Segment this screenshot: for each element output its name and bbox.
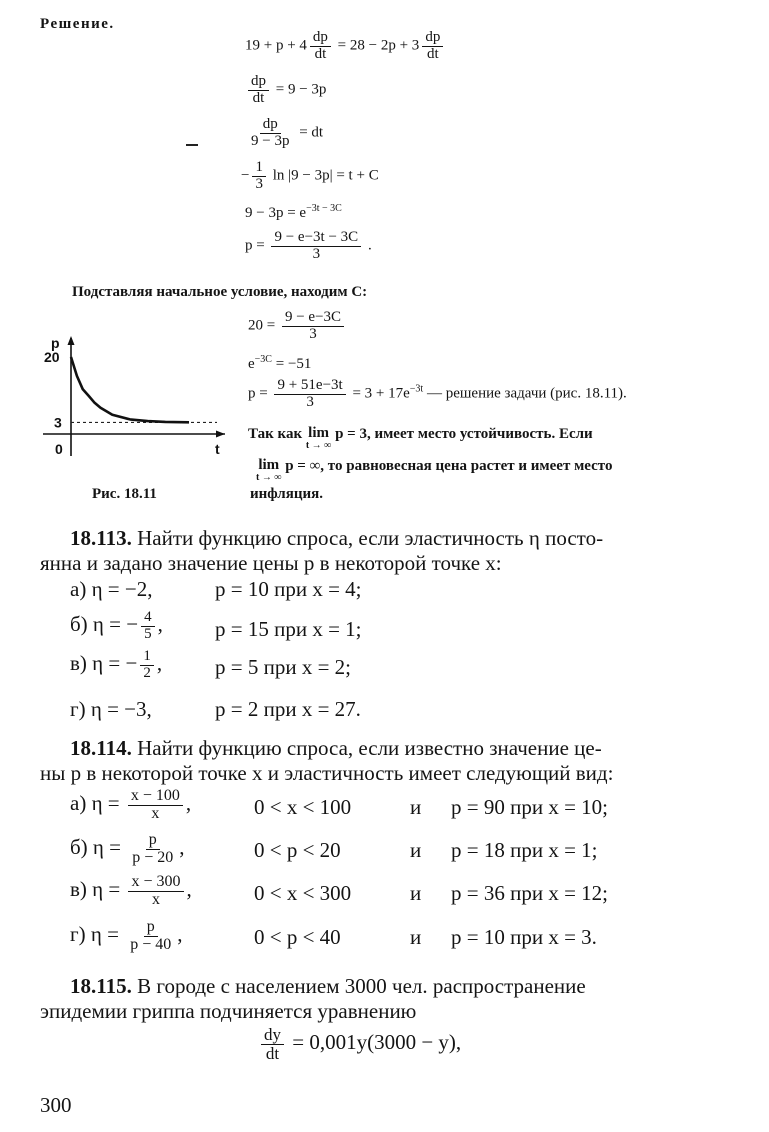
eq7-frac-num: 9 − e−3C xyxy=(282,310,344,327)
figure-caption: Рис. 18.11 xyxy=(92,486,157,502)
equation-2 xyxy=(245,74,326,107)
problem-114-text-1: Найти функцию спроса, если известно значение це- xyxy=(131,736,602,760)
eq7-frac-den: 3 xyxy=(309,325,317,342)
eq3-tail: = dt xyxy=(295,124,324,141)
problem-113-c-den: 2 xyxy=(143,664,151,681)
problem-114-d-text: г) η = xyxy=(70,922,125,947)
problem-114-a-comma: , xyxy=(185,791,192,816)
eq4-minus: − xyxy=(241,167,250,184)
x-tick-0: 0 xyxy=(55,441,63,457)
problem-113-d-label: г) η = −3, xyxy=(70,697,152,721)
eq5-text: 9 − 3p = e xyxy=(245,205,307,221)
eq6-tail: . xyxy=(364,237,372,254)
problem-114-a-text: а) η = xyxy=(70,791,125,816)
eq1-frac-a-num: dp xyxy=(310,30,331,47)
problem-113-line-2: янна и задано значение цены p в некоторой точке x: xyxy=(40,551,502,575)
eq7-frac xyxy=(282,310,344,343)
equation-7 xyxy=(248,310,347,343)
lim-1-sub: t → ∞ xyxy=(305,440,332,451)
problem-114-a-frac xyxy=(128,788,183,823)
problem-115-text-1: В городе с населением 3000 чел. распространение xyxy=(131,974,586,998)
limit-text-line-1 xyxy=(248,426,593,451)
problem-113-c-cond: p = 5 при x = 2; xyxy=(215,655,351,679)
problem-114-a-cond: p = 90 при x = 10; xyxy=(451,795,608,819)
problem-114-a-label xyxy=(70,788,191,823)
equation-9 xyxy=(248,378,627,411)
problem-114-c-label xyxy=(70,874,192,909)
limit-text-line-3: инфляция. xyxy=(250,486,323,502)
eq1-left: 19 + p + 4 xyxy=(245,37,307,54)
problem-113-b-den: 5 xyxy=(144,625,152,642)
problem-114-b-text: б) η = xyxy=(70,835,127,860)
eq1-frac-a-den: dt xyxy=(314,45,327,62)
problem-113-d-cond: p = 2 при x = 27. xyxy=(215,697,361,721)
solution-label: Решение. xyxy=(40,16,115,32)
eq2-frac xyxy=(248,74,269,107)
x-axis-arrow xyxy=(216,431,225,438)
problem-114-c-and: и xyxy=(410,881,422,905)
text1-b: p = 3, имеет место устойчивость. Если xyxy=(331,426,593,442)
problem-113-c-label xyxy=(70,649,162,682)
eq9-frac-num: 9 + 51e−3t xyxy=(274,378,345,395)
problem-115-frac-num: dy xyxy=(261,1026,284,1045)
solution-curve xyxy=(71,357,189,422)
eq8-sup: −3C xyxy=(254,354,272,365)
problem-114-d-cond: p = 10 при x = 3. xyxy=(451,925,597,949)
eq7-left: 20 = xyxy=(248,317,279,334)
initial-condition-text: Подставляя начальное условие, находим C: xyxy=(72,284,368,300)
eq9-sup: −3t xyxy=(409,383,424,395)
lim-2-word: lim xyxy=(258,457,280,473)
problem-114-c-range: 0 < x < 300 xyxy=(254,881,352,905)
problem-113-text-1: Найти функцию спроса, если эластичность η посто- xyxy=(131,526,604,550)
problem-114-line-1 xyxy=(70,736,602,761)
y-tick-20: 20 xyxy=(44,349,60,365)
eq8-text: e xyxy=(248,356,255,372)
eq4-frac-num: 1 xyxy=(252,160,266,177)
lim-1-word: lim xyxy=(308,425,329,441)
problem-114-b-frac xyxy=(129,832,176,867)
eq2-frac-den: dt xyxy=(252,89,265,106)
eq9-left: p = xyxy=(248,385,272,402)
problem-115-eq-tail: = 0,001y(3000 − y), xyxy=(287,1030,462,1055)
problem-114-number: 18.114. xyxy=(70,736,132,760)
problem-113-b-text: б) η = − xyxy=(70,612,139,637)
problem-114-a-den: x xyxy=(151,804,160,822)
problem-113-c-frac xyxy=(140,649,154,682)
lim-2 xyxy=(256,458,281,483)
problem-114-d-comma: , xyxy=(177,922,183,947)
problem-114-d-num: p xyxy=(144,919,158,937)
problem-114-c-text: в) η = xyxy=(70,877,126,902)
text1-a: Так как xyxy=(248,426,306,442)
eq2-frac-num: dp xyxy=(248,74,269,91)
eq1-mid: = 28 − 2p + 3 xyxy=(333,37,420,54)
problem-114-b-range: 0 < p < 20 xyxy=(254,838,341,862)
problem-115-equation xyxy=(258,1026,461,1063)
problem-113-c-comma: , xyxy=(156,651,163,676)
problem-114-b-comma: , xyxy=(179,835,185,860)
eq9-tail: = 3 + 17e xyxy=(348,385,410,402)
eq1-frac-a xyxy=(310,30,331,63)
problem-114-c-cond: p = 36 при x = 12; xyxy=(451,881,608,905)
y-axis-label: p xyxy=(51,335,60,351)
x-axis-label: t xyxy=(215,441,220,457)
eq2-tail: = 9 − 3p xyxy=(272,81,327,98)
text2-b: p = ∞, то равновесная цена растет и имеет место xyxy=(281,458,613,474)
problem-114-d-label xyxy=(70,919,182,954)
eq5-sup: −3t − 3C xyxy=(306,203,342,214)
limit-text-line-2 xyxy=(256,458,612,483)
problem-114-line-2: ны p в некоторой точке x и эластичность имеет следующий вид: xyxy=(40,761,614,785)
eq4-tail: ln |9 − 3p| = t + C xyxy=(268,167,379,184)
problem-114-b-den: p − 20 xyxy=(132,848,174,866)
eq3-frac xyxy=(248,117,292,150)
problem-113-b-label xyxy=(70,610,163,643)
problem-113-b-frac xyxy=(141,610,155,643)
equation-8 xyxy=(248,354,311,373)
equation-3 xyxy=(245,117,323,150)
problem-114-d-frac xyxy=(127,919,174,954)
chart-figure xyxy=(35,330,235,465)
eq4-frac-den: 3 xyxy=(255,175,263,192)
problem-114-a-and: и xyxy=(410,795,422,819)
chart-layer xyxy=(43,335,225,457)
problem-113-c-num: 1 xyxy=(140,649,154,666)
problem-113-b-comma: , xyxy=(157,612,163,637)
eq6-frac xyxy=(271,230,361,263)
stray-dash-mark xyxy=(186,144,198,146)
problem-113-c-text: в) η = − xyxy=(70,651,138,676)
equation-4 xyxy=(241,160,379,193)
problem-115-frac-den: dt xyxy=(265,1043,280,1063)
eq9-frac-den: 3 xyxy=(306,393,314,410)
eq6-left: p = xyxy=(245,237,269,254)
y-tick-3: 3 xyxy=(54,414,62,431)
problem-115-line-2: эпидемии гриппа подчиняется уравнению xyxy=(40,999,417,1023)
y-axis-arrow xyxy=(68,336,75,345)
problem-114-d-range: 0 < p < 40 xyxy=(254,925,341,949)
problem-113-b-cond: p = 15 при x = 1; xyxy=(215,617,362,641)
problem-113-a-label: а) η = −2, xyxy=(70,577,153,601)
problem-115-line-1 xyxy=(70,974,586,999)
equation-6 xyxy=(245,230,372,263)
problem-113-b-num: 4 xyxy=(141,610,155,627)
eq9-frac xyxy=(274,378,345,411)
problem-115-number: 18.115. xyxy=(70,974,132,998)
problem-114-a-range: 0 < x < 100 xyxy=(254,795,352,819)
eq9-text: — решение задачи (рис. 18.11). xyxy=(423,385,627,402)
problem-113-a-cond: p = 10 при x = 4; xyxy=(215,577,362,601)
eq6-frac-den: 3 xyxy=(312,245,321,262)
eq1-frac-b-num: dp xyxy=(422,30,443,47)
eq1-frac-b xyxy=(422,30,443,63)
eq8-tail: = −51 xyxy=(271,356,312,372)
lim-2-sub: t → ∞ xyxy=(256,472,282,483)
problem-114-d-den: p − 40 xyxy=(130,935,172,953)
equation-5 xyxy=(245,203,342,222)
problem-114-b-and: и xyxy=(410,838,422,862)
eq3-frac-den: 9 − 3p xyxy=(251,132,290,149)
problem-114-c-den: x xyxy=(152,890,160,908)
problem-114-b-label xyxy=(70,832,185,867)
lim-1 xyxy=(306,426,331,451)
problem-115-frac xyxy=(261,1026,284,1063)
problem-114-b-cond: p = 18 при x = 1; xyxy=(451,838,598,862)
problem-114-b-num: p xyxy=(146,832,160,850)
problem-113-line-1 xyxy=(70,526,603,551)
problem-114-c-frac xyxy=(128,874,183,909)
problem-114-d-and: и xyxy=(410,925,422,949)
eq1-frac-b-den: dt xyxy=(426,45,439,62)
problem-114-a-num: x − 100 xyxy=(128,788,183,806)
eq6-frac-num: 9 − e−3t − 3C xyxy=(271,230,361,247)
equation-1 xyxy=(245,30,446,63)
problem-114-c-comma: , xyxy=(186,877,192,902)
problem-113-number: 18.113. xyxy=(70,526,132,550)
eq3-frac-num: dp xyxy=(260,117,281,134)
eq4-frac xyxy=(252,160,266,193)
problem-114-c-num: x − 300 xyxy=(128,874,183,892)
page-number: 300 xyxy=(40,1093,72,1117)
